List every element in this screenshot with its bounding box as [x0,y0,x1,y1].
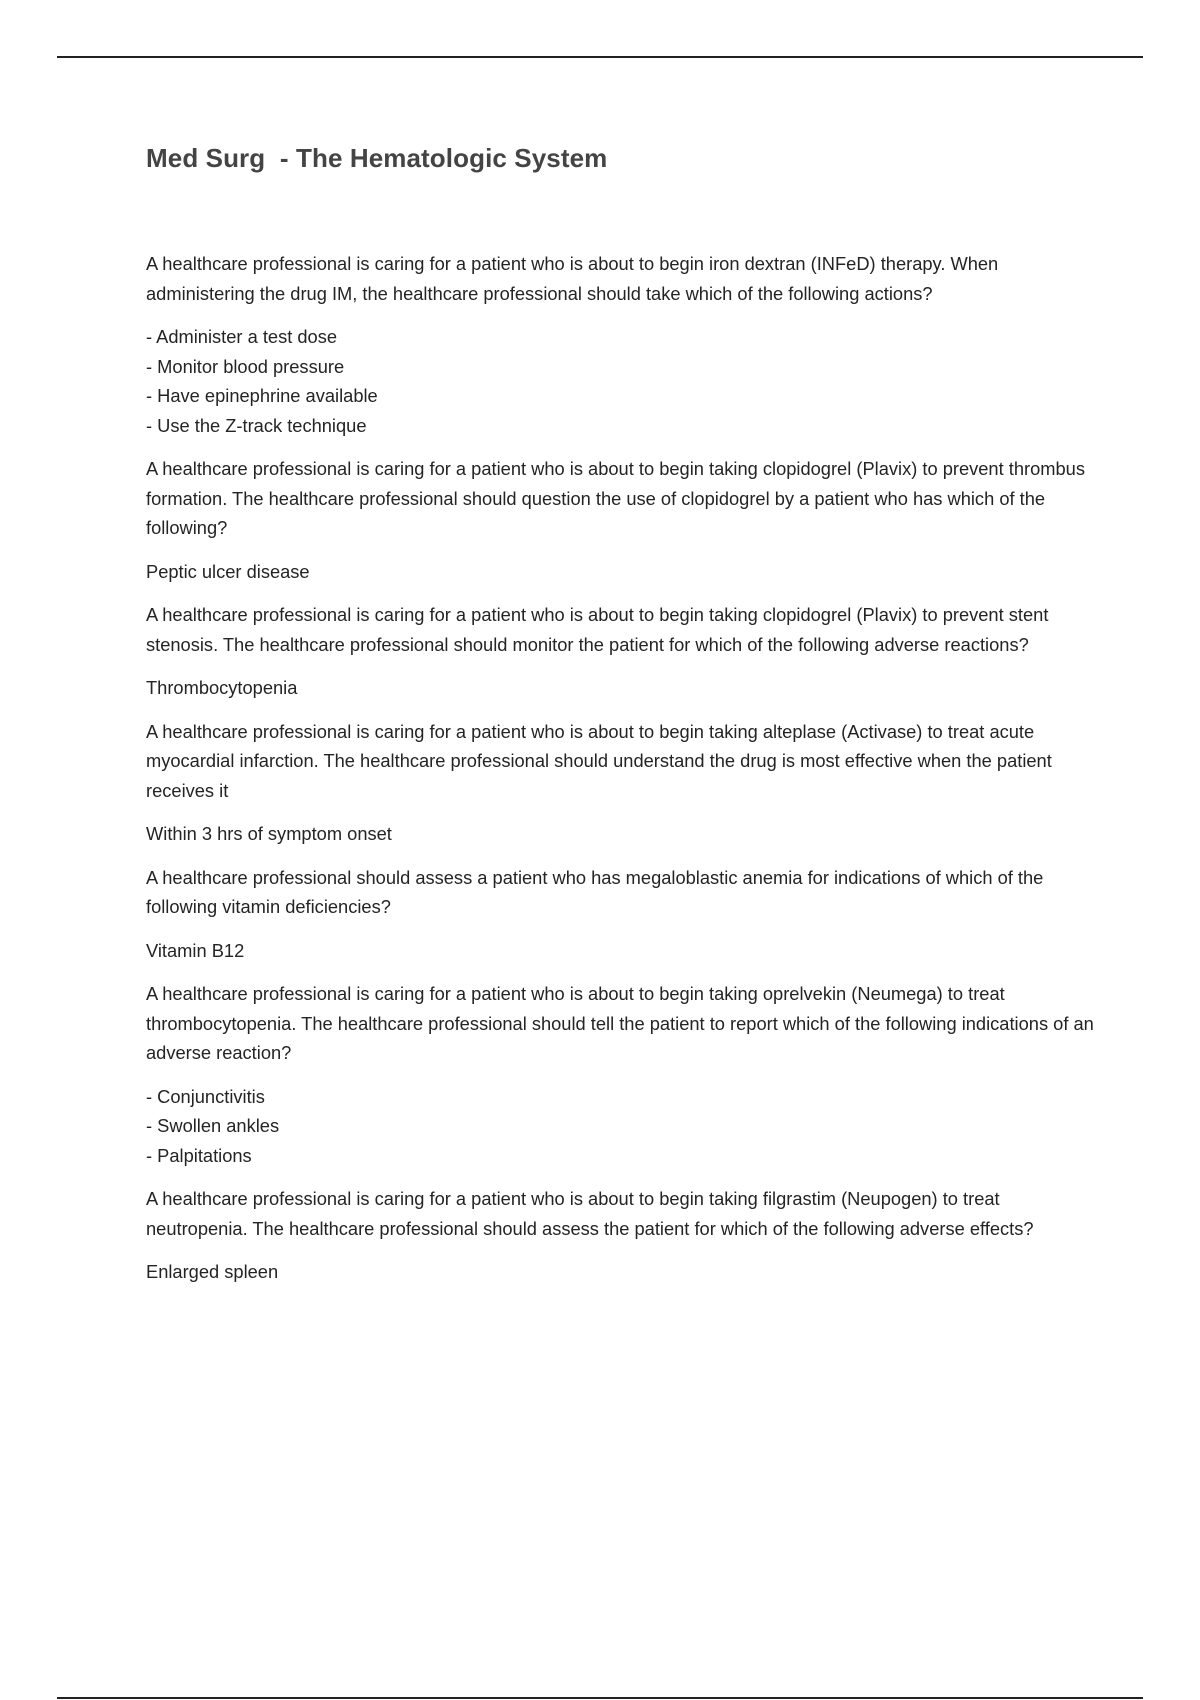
answer-item: - Swollen ankles [146,1115,280,1136]
answer-item: - Use the Z-track technique [146,414,367,436]
answer-5: Vitamin B12 [146,939,245,961]
question-1: A healthcare professional is caring for a patient who is about to begin iron dextran (INFeD) therapy. When administering the drug IM, the healthcare professional should take which of the following actions? [146,253,999,304]
question-2: A healthcare professional is caring for a patient who is about to begin taking clopidogrel (Plavix) to prevent thrombus formation. The healthcare professional should question the use of clopidogrel by a patient who has which of the following? [146,458,1085,538]
top-divider [57,56,1143,58]
answer-list-1 [146,322,1096,440]
answer-list-6 [146,1082,1096,1171]
question-7: A healthcare professional is caring for a patient who is about to begin taking filgrastim (Neupogen) to treat neutropenia. The healthcare professional should assess the patient for which of the following adverse effects? [146,1188,1034,1239]
question-3: A healthcare professional is caring for a patient who is about to begin taking clopidogrel (Plavix) to prevent stent stenosis. The healthcare professional should monitor the patient for which of the following adverse reactions? [146,604,1049,655]
qa-content [146,249,1096,1301]
question-4: A healthcare professional is caring for a patient who is about to begin taking alteplase (Activase) to treat acute myocardial infarction. The healthcare professional should understand the drug is most effective when the patient receives it [146,720,1052,801]
answer-4: Within 3 hrs of symptom onset [146,823,392,844]
question-6: A healthcare professional is caring for a patient who is about to begin taking oprelvekin (Neumega) to treat thrombocytopenia. The healthcare professional should tell the patient to report which of the following indications of an adverse reaction? [146,983,1094,1063]
answer-2: Peptic ulcer disease [146,560,310,582]
answer-item: - Administer a test dose [146,326,338,347]
answer-item: - Have epinephrine available [146,385,378,406]
answer-item: - Monitor blood pressure [146,355,345,377]
answer-item: - Conjunctivitis [146,1085,265,1107]
document-title: Med Surg - The Hematologic System [146,143,608,173]
answer-7: Enlarged spleen [146,1261,279,1282]
answer-3: Thrombocytopenia [146,677,298,698]
bottom-divider [57,1697,1143,1699]
question-5: A healthcare professional should assess a patient who has megaloblastic anemia for indications of which of the following vitamin deficiencies? [146,866,1044,917]
answer-item: - Palpitations [146,1144,252,1166]
